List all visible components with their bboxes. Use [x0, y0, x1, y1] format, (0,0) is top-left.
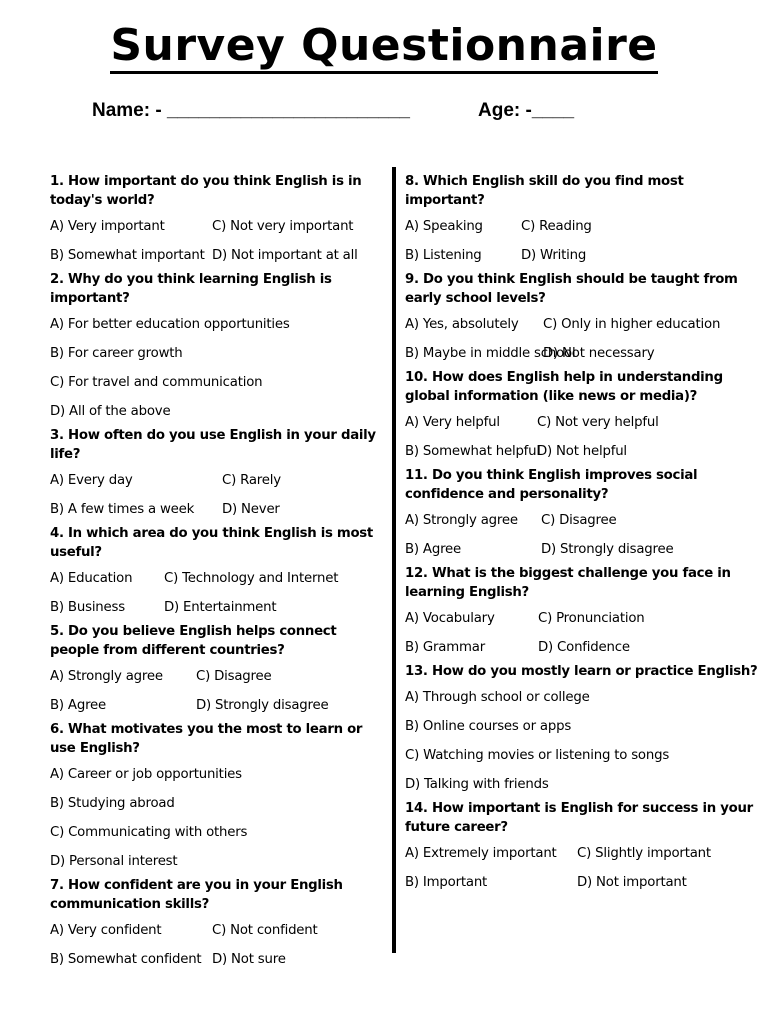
answer-option[interactable]: B) Agree [405, 542, 462, 557]
answer-options-row [405, 683, 760, 712]
answer-options-row [50, 818, 388, 847]
answer-option[interactable]: A) Very confident [50, 923, 162, 938]
answer-option[interactable]: D) Not sure [212, 952, 286, 967]
answer-option[interactable]: D) Strongly disagree [541, 542, 674, 557]
answer-options-row [405, 212, 760, 241]
answer-option[interactable]: B) Studying abroad [50, 796, 175, 811]
answer-options-row [50, 916, 388, 945]
answer-options-row [50, 397, 388, 426]
answer-options-row [50, 368, 388, 397]
answer-options-row [50, 593, 388, 622]
answer-option[interactable]: A) Speaking [405, 219, 483, 234]
right-question-column [405, 172, 760, 897]
answer-options-row [405, 839, 760, 868]
answer-option[interactable]: B) Somewhat important [50, 248, 205, 263]
answer-option[interactable]: D) Confidence [538, 640, 630, 655]
answer-options-row [405, 310, 760, 339]
answer-option[interactable]: B) Maybe in middle school [405, 346, 576, 361]
answer-options-row [405, 241, 760, 270]
answer-options-row [405, 770, 760, 799]
answer-options-row [50, 789, 388, 818]
answer-option[interactable]: D) Talking with friends [405, 777, 549, 792]
question-text: 13. How do you mostly learn or practice English? [405, 664, 758, 679]
answer-option[interactable]: A) Every day [50, 473, 133, 488]
answer-option[interactable]: A) Vocabulary [405, 611, 495, 626]
answer-options-row [50, 691, 388, 720]
answer-option[interactable]: B) Important [405, 875, 488, 890]
answer-options-row [405, 408, 760, 437]
answer-option[interactable]: D) Not necessary [543, 346, 655, 361]
title-text: Survey Questionnaire [110, 20, 657, 74]
answer-options-row [405, 633, 760, 662]
answer-option[interactable]: A) Education [50, 571, 133, 586]
question-text: 6. What motivates you the most to learn or use English? [50, 722, 363, 756]
answer-option[interactable]: B) For career growth [50, 346, 183, 361]
answer-option[interactable]: C) Not very important [212, 219, 354, 234]
answer-option[interactable]: A) Very important [50, 219, 165, 234]
answer-option[interactable]: A) For better education opportunities [50, 317, 290, 332]
left-question-column [50, 172, 388, 974]
answer-options-row [405, 437, 760, 466]
question-text: 14. How important is English for success in your future career? [405, 801, 753, 835]
column-divider [392, 167, 396, 953]
answer-option[interactable]: D) Writing [521, 248, 587, 263]
answer-options-row [50, 847, 388, 876]
question-text: 10. How does English help in understanding global information (like news or media)? [405, 370, 723, 404]
answer-options-row [405, 506, 760, 535]
answer-option[interactable]: C) Only in higher education [543, 317, 721, 332]
answer-option[interactable]: B) Somewhat confident [50, 952, 202, 967]
answer-option[interactable]: C) For travel and communication [50, 375, 263, 390]
answer-options-row [405, 535, 760, 564]
answer-option[interactable]: A) Career or job opportunities [50, 767, 242, 782]
answer-option[interactable]: D) Not important [577, 875, 687, 890]
name-field-label: Name: - _______________________ [92, 100, 410, 121]
answer-option[interactable]: A) Strongly agree [405, 513, 518, 528]
answer-options-row [50, 495, 388, 524]
answer-options-row [50, 945, 388, 974]
answer-option[interactable]: B) Business [50, 600, 125, 615]
answer-option[interactable]: C) Technology and Internet [164, 571, 339, 586]
answer-option[interactable]: B) Somewhat helpful [405, 444, 540, 459]
answer-option[interactable]: B) Grammar [405, 640, 485, 655]
answer-option[interactable]: B) Listening [405, 248, 482, 263]
answer-options-row [50, 241, 388, 270]
answer-option[interactable]: A) Through school or college [405, 690, 590, 705]
question-text: 7. How confident are you in your English communication skills? [50, 878, 343, 912]
answer-options-row [405, 339, 760, 368]
answer-option[interactable]: A) Extremely important [405, 846, 557, 861]
answer-option[interactable]: D) Not important at all [212, 248, 358, 263]
answer-option[interactable]: D) Entertainment [164, 600, 277, 615]
answer-options-row [405, 712, 760, 741]
answer-options-row [50, 212, 388, 241]
answer-options-row [50, 466, 388, 495]
document-title [0, 18, 768, 74]
answer-option[interactable]: C) Rarely [222, 473, 281, 488]
answer-option[interactable]: A) Strongly agree [50, 669, 163, 684]
answer-option[interactable]: C) Disagree [196, 669, 272, 684]
answer-option[interactable]: C) Watching movies or listening to songs [405, 748, 670, 763]
answer-option[interactable]: B) A few times a week [50, 502, 195, 517]
answer-option[interactable]: D) All of the above [50, 404, 171, 419]
answer-option[interactable]: C) Not very helpful [537, 415, 659, 430]
answer-option[interactable]: C) Disagree [541, 513, 617, 528]
answer-option[interactable]: D) Never [222, 502, 280, 517]
answer-option[interactable]: B) Online courses or apps [405, 719, 572, 734]
question-text: 5. Do you believe English helps connect people from different countries? [50, 624, 337, 658]
answer-options-row [50, 760, 388, 789]
question-text: 8. Which English skill do you find most important? [405, 174, 684, 208]
answer-options-row [405, 741, 760, 770]
question-text: 4. In which area do you think English is most useful? [50, 526, 373, 560]
answer-options-row [50, 564, 388, 593]
question-text: 9. Do you think English should be taught from early school levels? [405, 272, 738, 306]
answer-option[interactable]: A) Very helpful [405, 415, 500, 430]
question-text: 3. How often do you use English in your daily life? [50, 428, 376, 462]
question-text: 11. Do you think English improves social confidence and personality? [405, 468, 698, 502]
question-text: 1. How important do you think English is in today's world? [50, 174, 362, 208]
answer-option[interactable]: C) Not confident [212, 923, 318, 938]
answer-option[interactable]: C) Communicating with others [50, 825, 248, 840]
age-field-label: Age: -____ [478, 100, 575, 121]
question-text: 12. What is the biggest challenge you face in learning English? [405, 566, 731, 600]
answer-options-row [405, 868, 760, 897]
answer-options-row [405, 604, 760, 633]
answer-options-row [50, 310, 388, 339]
question-text: 2. Why do you think learning English is important? [50, 272, 332, 306]
answer-options-row [50, 662, 388, 691]
answer-option[interactable]: A) Yes, absolutely [405, 317, 519, 332]
answer-option[interactable]: C) Slightly important [577, 846, 711, 861]
answer-option[interactable]: C) Pronunciation [538, 611, 645, 626]
answer-option[interactable]: B) Agree [50, 698, 107, 713]
answer-option[interactable]: D) Personal interest [50, 854, 178, 869]
answer-option[interactable]: C) Reading [521, 219, 592, 234]
answer-option[interactable]: D) Not helpful [537, 444, 627, 459]
answer-options-row [50, 339, 388, 368]
answer-option[interactable]: D) Strongly disagree [196, 698, 329, 713]
